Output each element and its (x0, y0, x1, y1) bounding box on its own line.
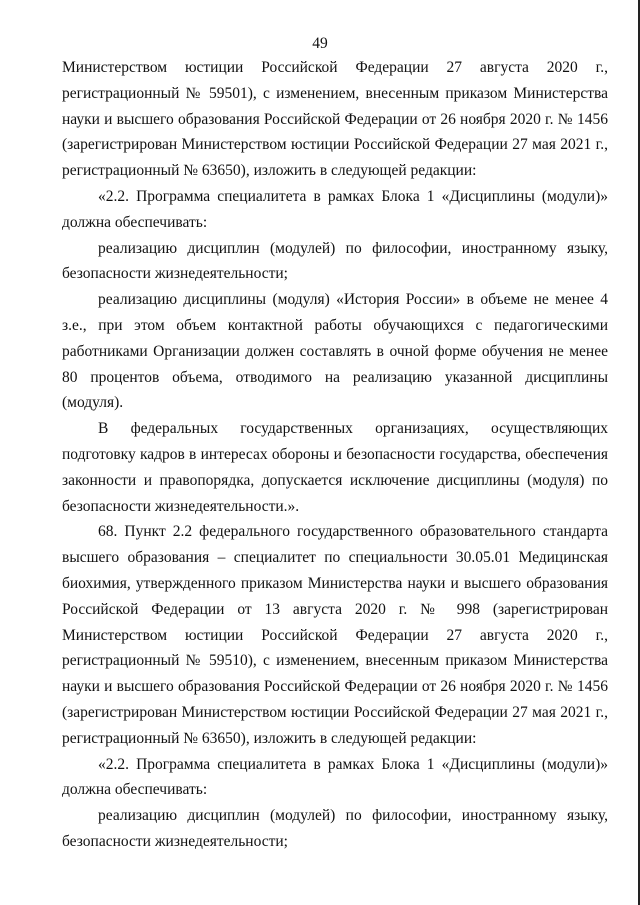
paragraph-quote-program-2: «2.2. Программа специалитета в рамках Блока 1 «Дисциплины (модули)» должна обеспечивать: (62, 755, 608, 799)
paragraph-history: реализацию дисциплины (модуля) «История России» в объеме не менее 4 з.е., при этом объем контактной работы обучающихся с педагогическими работниками Организации должен составлять в очной форме обучения не менее 80 процентов объема, отводимого на реализацию указанной дисциплины (модуля). (62, 291, 608, 412)
page-number: 49 (312, 35, 328, 52)
paragraph-continuation: Министерством юстиции Российской Федерации 27 августа 2020 г., регистрационный № 59501), с изменением, внесенным приказом Министерства науки и высшего образования Российской Федерации от 26 ноября 2020 г. № 1456 (зарегистрирован Министерством юстиции Российской Федерации 27 мая 2021 г., регистрационный № 63650), изложить в следующей редакции: (62, 59, 608, 180)
document-body (62, 55, 608, 855)
paragraph-quote-program: «2.2. Программа специалитета в рамках Блока 1 «Дисциплины (модули)» должна обеспечивать: (62, 187, 608, 231)
paragraph-federal-orgs: В федеральных государственных организациях, осуществляющих подготовку кадров в интересах обороны и безопасности государства, обеспечения законности и правопорядка, допускается исключение дисциплины (модуля) по безопасности жизнедеятельности.». (62, 420, 608, 515)
paragraph-disciplines-2: реализацию дисциплин (модулей) по философии, иностранному языку, безопасности жизнедеятельности; (62, 807, 608, 850)
paragraph-disciplines: реализацию дисциплин (модулей) по философии, иностранному языку, безопасности жизнедеятельности; (62, 239, 608, 283)
paragraph-item-68: 68. Пункт 2.2 федерального государственного образовательного стандарта высшего образования – специалитет по специальности 30.05.01 Медицинская биохимия, утвержденного приказом Министерства науки и высшего образования Российской Федерации от 13 августа 2020 г. № 998 (зарегистрирован Министерством юстиции Российской Федерации 27 августа 2020 г., регистрационный № 59510), с изменением, внесенным приказом Министерства науки и высшего образования Российской Федерации от 26 ноября 2020 г. № 1456 (зарегистрирован Министерством юстиции Российской Федерации 27 мая 2021 г., регистрационный № 63650), изложить в следующей редакции: (62, 523, 608, 747)
